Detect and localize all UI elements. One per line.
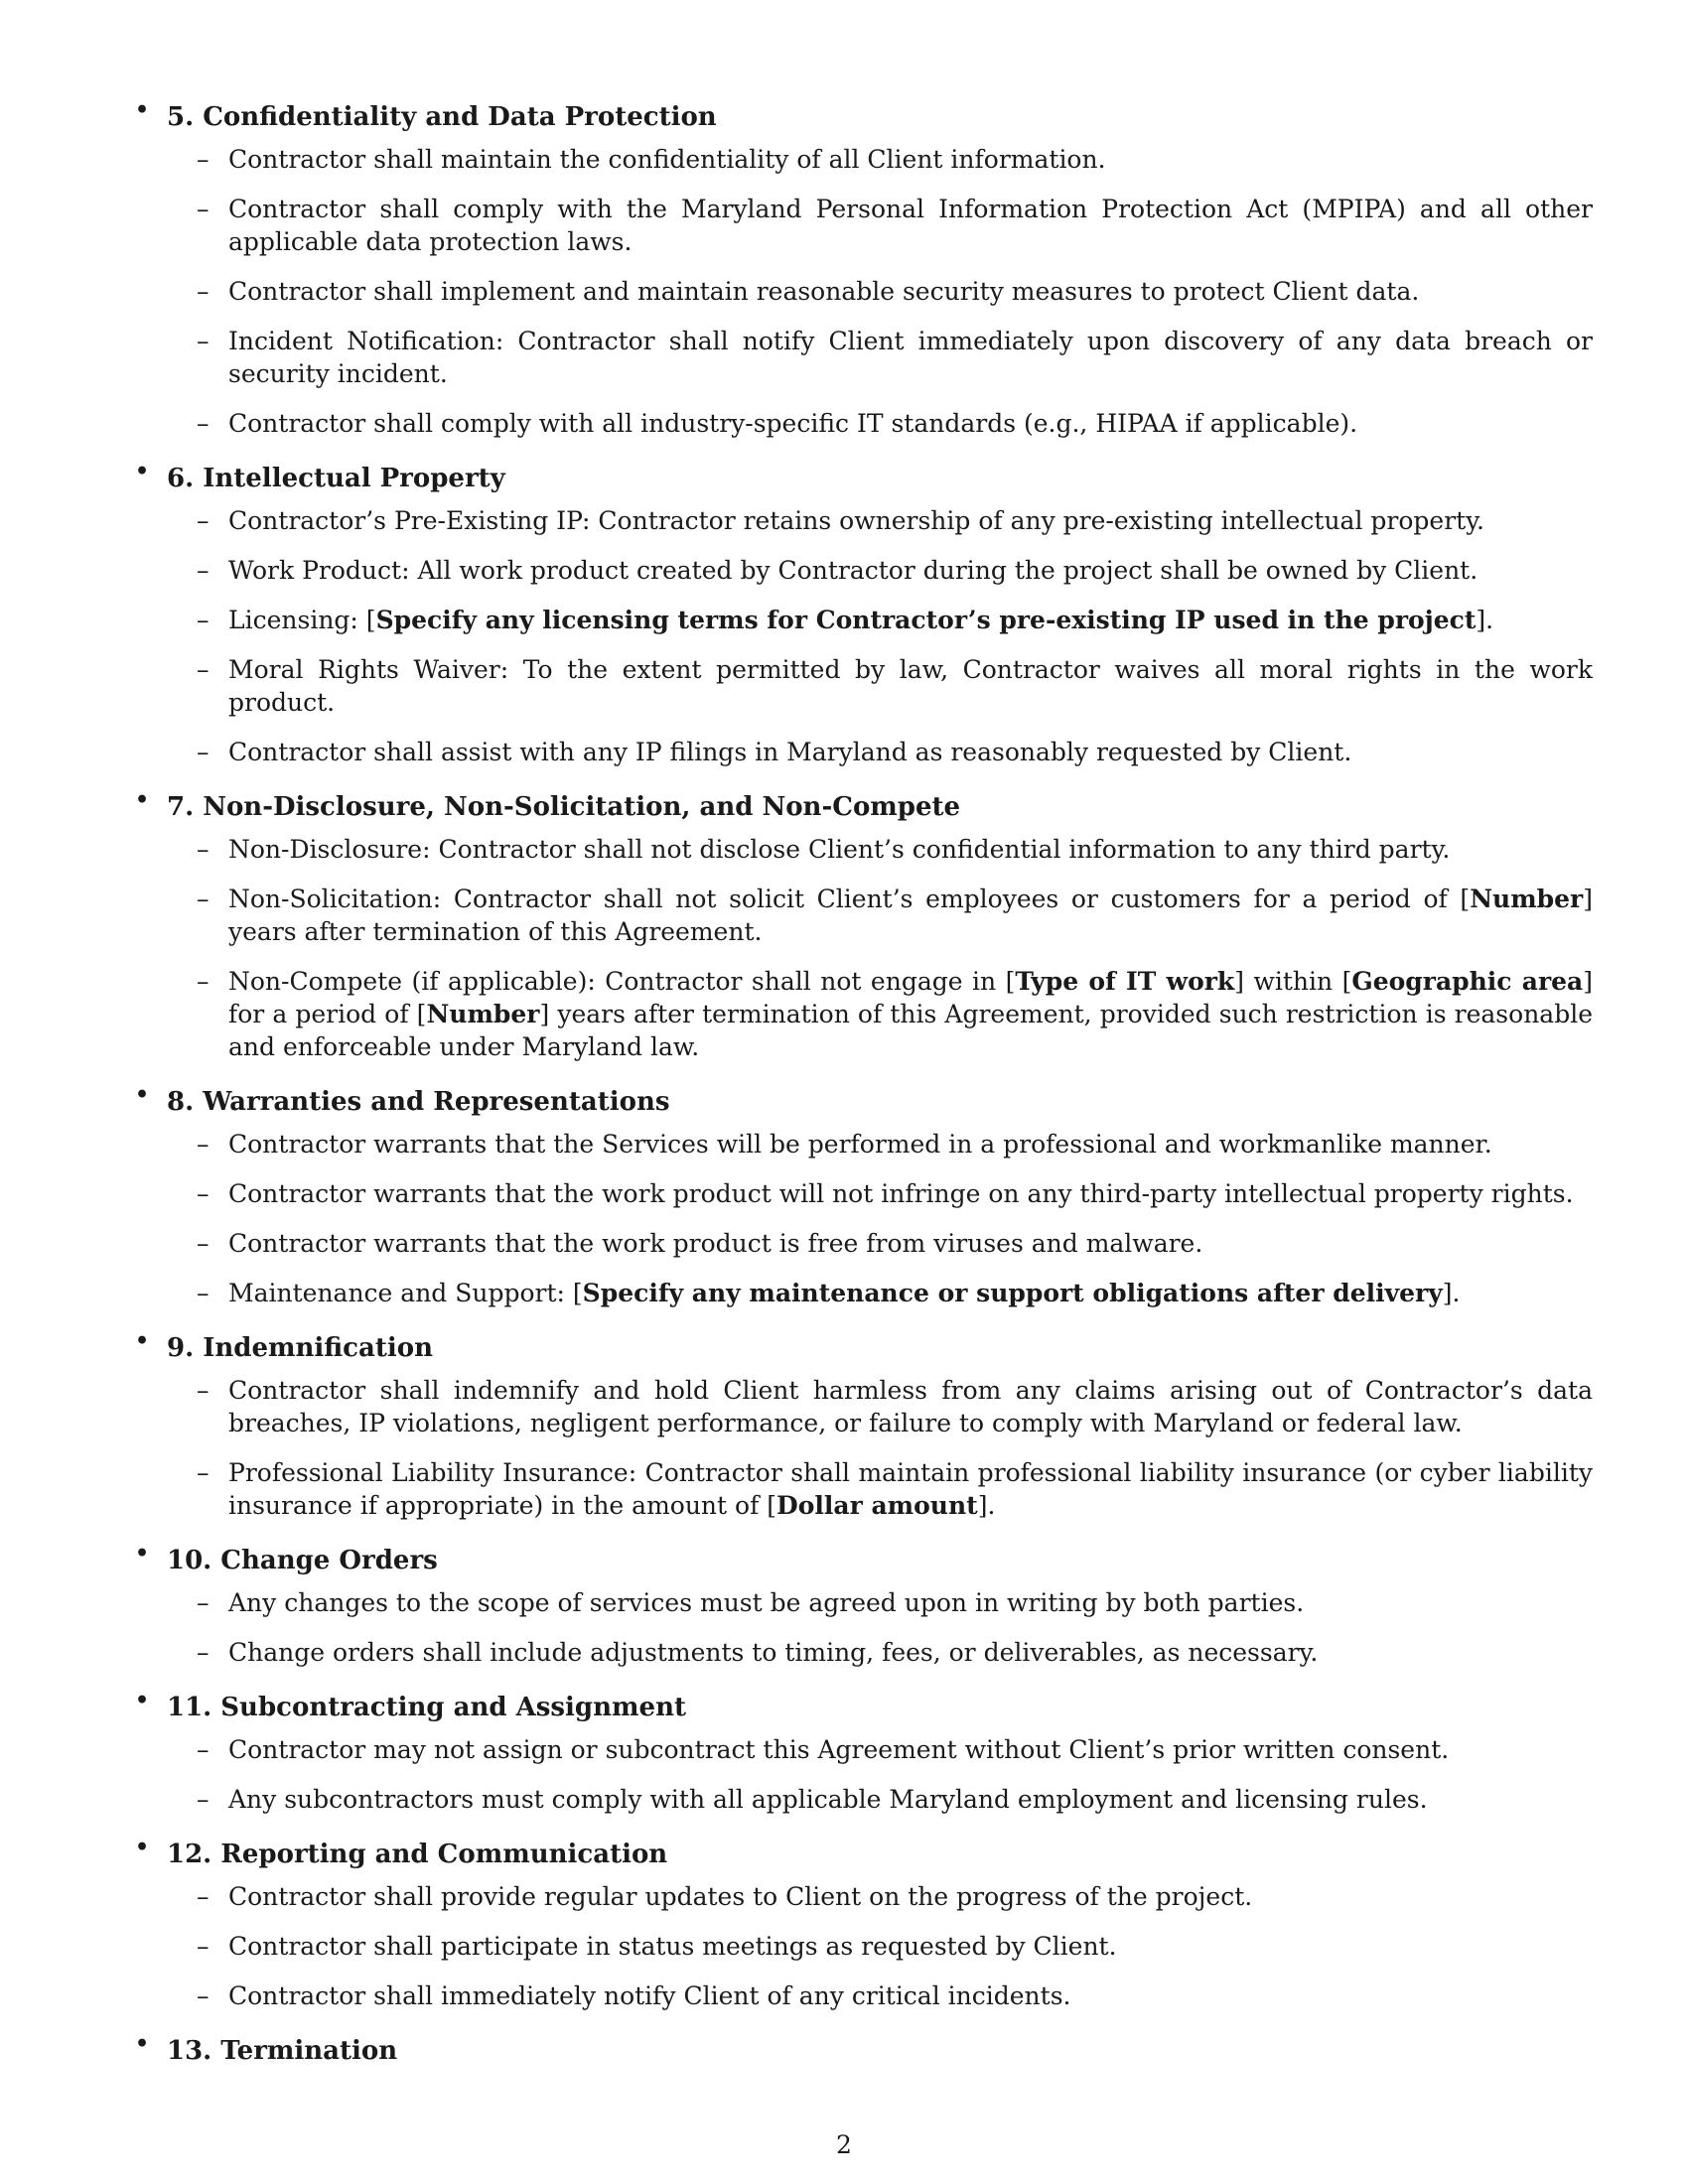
- dash-bullet-icon: –: [197, 1735, 210, 1764]
- placeholder-text: Number: [1470, 885, 1584, 913]
- clause-item: [167, 1586, 1593, 1619]
- section-heading: 13. Termination: [167, 2036, 398, 2066]
- bullet-icon: •: [135, 459, 150, 484]
- section-list: [135, 95, 1593, 2073]
- dash-bullet-icon: –: [197, 1932, 210, 1961]
- dash-bullet-icon: –: [197, 195, 210, 223]
- clause-item: [167, 1733, 1593, 1766]
- dash-bullet-icon: –: [197, 1458, 210, 1487]
- clause-item: [167, 1128, 1593, 1160]
- clause-text: Contractor warrants that the work product is free from viruses and malware.: [228, 1229, 1203, 1258]
- dash-bullet-icon: –: [197, 506, 210, 535]
- document-body: [135, 95, 1593, 2082]
- dash-bullet-icon: –: [197, 1179, 210, 1208]
- bullet-icon: •: [135, 97, 150, 123]
- bullet-icon: •: [135, 1328, 150, 1354]
- clause-text: Contractor shall immediately notify Client of any critical incidents.: [228, 1981, 1071, 2010]
- section-heading: 9. Indemnification: [167, 1333, 433, 1363]
- clause-text: Contractor shall maintain the confidentiality of all Client information.: [228, 145, 1106, 174]
- clause-text: Licensing: [: [228, 606, 376, 634]
- clause-text: Change orders shall include adjustments to timing, fees, or deliverables, as necessary.: [228, 1638, 1319, 1667]
- section-item: [135, 785, 1593, 1063]
- section-heading: 12. Reporting and Communication: [167, 1840, 668, 1869]
- clause-item: [167, 1930, 1593, 1963]
- clause-item: [167, 407, 1593, 440]
- clause-text: Work Product: All work product created by Contractor during the project shall be owned by Client.: [228, 556, 1478, 585]
- dash-bullet-icon: –: [197, 277, 210, 306]
- clause-text: Contractor shall indemnify and hold Client harmless from any claims arising out of Contractor’s data breaches, IP violations, negligent performance, or failure to comply with Maryland or federal law.: [228, 1376, 1593, 1437]
- page-number: 2: [836, 2130, 852, 2159]
- clause-text: Moral Rights Waiver: To the extent permitted by law, Contractor waives all moral rights in the work product.: [228, 655, 1593, 717]
- clause-text: Any changes to the scope of services must be agreed upon in writing by both parties.: [228, 1588, 1305, 1617]
- section-heading: 7. Non-Disclosure, Non-Solicitation, and Non-Compete: [167, 792, 961, 822]
- dash-bullet-icon: –: [197, 1785, 210, 1814]
- clause-item: [167, 1456, 1593, 1522]
- placeholder-text: Number: [426, 1000, 540, 1028]
- clause-text: Non-Solicitation: Contractor shall not solicit Client’s employees or customers for a period of [: [228, 885, 1471, 913]
- dash-bullet-icon: –: [197, 1279, 210, 1307]
- clause-item: [167, 883, 1593, 948]
- placeholder-text: Dollar amount: [776, 1491, 978, 1520]
- clause-text: Any subcontractors must comply with all applicable Maryland employment and licensing rules.: [228, 1785, 1428, 1814]
- clause-list: [167, 1733, 1593, 1816]
- clause-text: Contractor warrants that the work product will not infringe on any third-party intellectual property rights.: [228, 1179, 1574, 1208]
- dash-bullet-icon: –: [197, 327, 210, 355]
- clause-item: [167, 1979, 1593, 2012]
- dash-bullet-icon: –: [197, 409, 210, 438]
- clause-item: [167, 604, 1593, 636]
- clause-item: [167, 965, 1593, 1063]
- clause-item: [167, 653, 1593, 719]
- section-heading: 5. Confidentiality and Data Protection: [167, 102, 717, 132]
- section-item: [135, 457, 1593, 768]
- placeholder-text: Geographic area: [1351, 967, 1584, 996]
- clause-text: ] years after termination of this Agreement, provided such restriction is reasonable and enforceable under Maryland law.: [228, 1000, 1593, 1061]
- dash-bullet-icon: –: [197, 835, 210, 864]
- clause-list: [167, 833, 1593, 1063]
- clause-list: [167, 1586, 1593, 1669]
- dash-bullet-icon: –: [197, 885, 210, 913]
- dash-bullet-icon: –: [197, 1882, 210, 1911]
- clause-text: Contractor shall implement and maintain reasonable security measures to protect Client data.: [228, 277, 1420, 306]
- bullet-icon: •: [135, 2031, 150, 2057]
- clause-text: Contractor shall provide regular updates to Client on the progress of the project.: [228, 1882, 1253, 1911]
- clause-text: ] within [: [1234, 967, 1352, 996]
- clause-list: [167, 143, 1593, 440]
- placeholder-text: Type of IT work: [1015, 967, 1235, 996]
- section-item: [135, 1539, 1593, 1669]
- clause-text: Non-Disclosure: Contractor shall not disclose Client’s confidential information to any third party.: [228, 835, 1451, 864]
- dash-bullet-icon: –: [197, 1588, 210, 1617]
- clause-text: ].: [1442, 1279, 1461, 1307]
- clause-text: Professional Liability Insurance: Contractor shall maintain professional liability insurance (or cyber liability insurance if appropriate) in the amount of [: [228, 1458, 1593, 1520]
- clause-list: [167, 504, 1593, 768]
- section-item: [135, 2029, 1593, 2073]
- clause-text: Maintenance and Support: [: [228, 1279, 583, 1307]
- bullet-icon: •: [135, 787, 150, 813]
- clause-text: Contractor’s Pre-Existing IP: Contractor retains ownership of any pre-existing intellectual property.: [228, 506, 1484, 535]
- section-item: [135, 95, 1593, 440]
- dash-bullet-icon: –: [197, 967, 210, 996]
- clause-item: [167, 1374, 1593, 1439]
- clause-text: Contractor shall comply with the Maryland Personal Information Protection Act (MPIPA) and all other applicable data protection laws.: [228, 195, 1593, 256]
- clause-item: [167, 275, 1593, 308]
- clause-item: [167, 833, 1593, 866]
- section-heading: 8. Warranties and Representations: [167, 1087, 670, 1117]
- clause-item: [167, 1277, 1593, 1309]
- dash-bullet-icon: –: [197, 655, 210, 684]
- section-item: [135, 1326, 1593, 1522]
- bullet-icon: •: [135, 1835, 150, 1860]
- bullet-icon: •: [135, 1541, 150, 1567]
- dash-bullet-icon: –: [197, 738, 210, 766]
- clause-text: Non-Compete (if applicable): Contractor shall not engage in [: [228, 967, 1016, 996]
- clause-list: [167, 1374, 1593, 1522]
- clause-text: Incident Notification: Contractor shall notify Client immediately upon discovery of any data breach or security incident.: [228, 327, 1593, 388]
- clause-text: ].: [1476, 606, 1494, 634]
- clause-item: [167, 1177, 1593, 1210]
- clause-item: [167, 325, 1593, 390]
- clause-list: [167, 1880, 1593, 2012]
- dash-bullet-icon: –: [197, 606, 210, 634]
- clause-text: Contractor may not assign or subcontract this Agreement without Client’s prior written consent.: [228, 1735, 1450, 1764]
- dash-bullet-icon: –: [197, 1130, 210, 1159]
- clause-item: [167, 1227, 1593, 1260]
- section-item: [135, 1833, 1593, 2012]
- clause-text: Contractor shall comply with all industry-specific IT standards (e.g., HIPAA if applicable).: [228, 409, 1358, 438]
- bullet-icon: •: [135, 1082, 150, 1108]
- section-heading: 10. Change Orders: [167, 1546, 438, 1575]
- clause-item: [167, 736, 1593, 768]
- placeholder-text: Specify any maintenance or support obligations after delivery: [582, 1279, 1443, 1307]
- section-heading: 11. Subcontracting and Assignment: [167, 1693, 686, 1722]
- section-item: [135, 1080, 1593, 1309]
- section-heading: 6. Intellectual Property: [167, 464, 505, 493]
- dash-bullet-icon: –: [197, 1376, 210, 1405]
- placeholder-text: Specify any licensing terms for Contractor’s pre-existing IP used in the project: [375, 606, 1477, 634]
- clause-item: [167, 1783, 1593, 1816]
- section-item: [135, 1686, 1593, 1816]
- clause-item: [167, 193, 1593, 258]
- clause-text: Contractor shall assist with any IP filings in Maryland as reasonably requested by Client.: [228, 738, 1352, 766]
- clause-text: ] years after termination of this Agreement.: [228, 885, 1593, 946]
- dash-bullet-icon: –: [197, 1638, 210, 1667]
- bullet-icon: •: [135, 1688, 150, 1713]
- clause-list: [167, 1128, 1593, 1309]
- clause-text: Contractor warrants that the Services will be performed in a professional and workmanlike manner.: [228, 1130, 1492, 1159]
- clause-text: ] for a period of [: [228, 967, 1593, 1028]
- clause-text: ].: [977, 1491, 996, 1520]
- dash-bullet-icon: –: [197, 1981, 210, 2010]
- clause-item: [167, 504, 1593, 537]
- dash-bullet-icon: –: [197, 1229, 210, 1258]
- clause-item: [167, 554, 1593, 587]
- dash-bullet-icon: –: [197, 145, 210, 174]
- clause-item: [167, 143, 1593, 176]
- clause-text: Contractor shall participate in status meetings as requested by Client.: [228, 1932, 1117, 1961]
- clause-item: [167, 1880, 1593, 1913]
- dash-bullet-icon: –: [197, 556, 210, 585]
- clause-item: [167, 1636, 1593, 1669]
